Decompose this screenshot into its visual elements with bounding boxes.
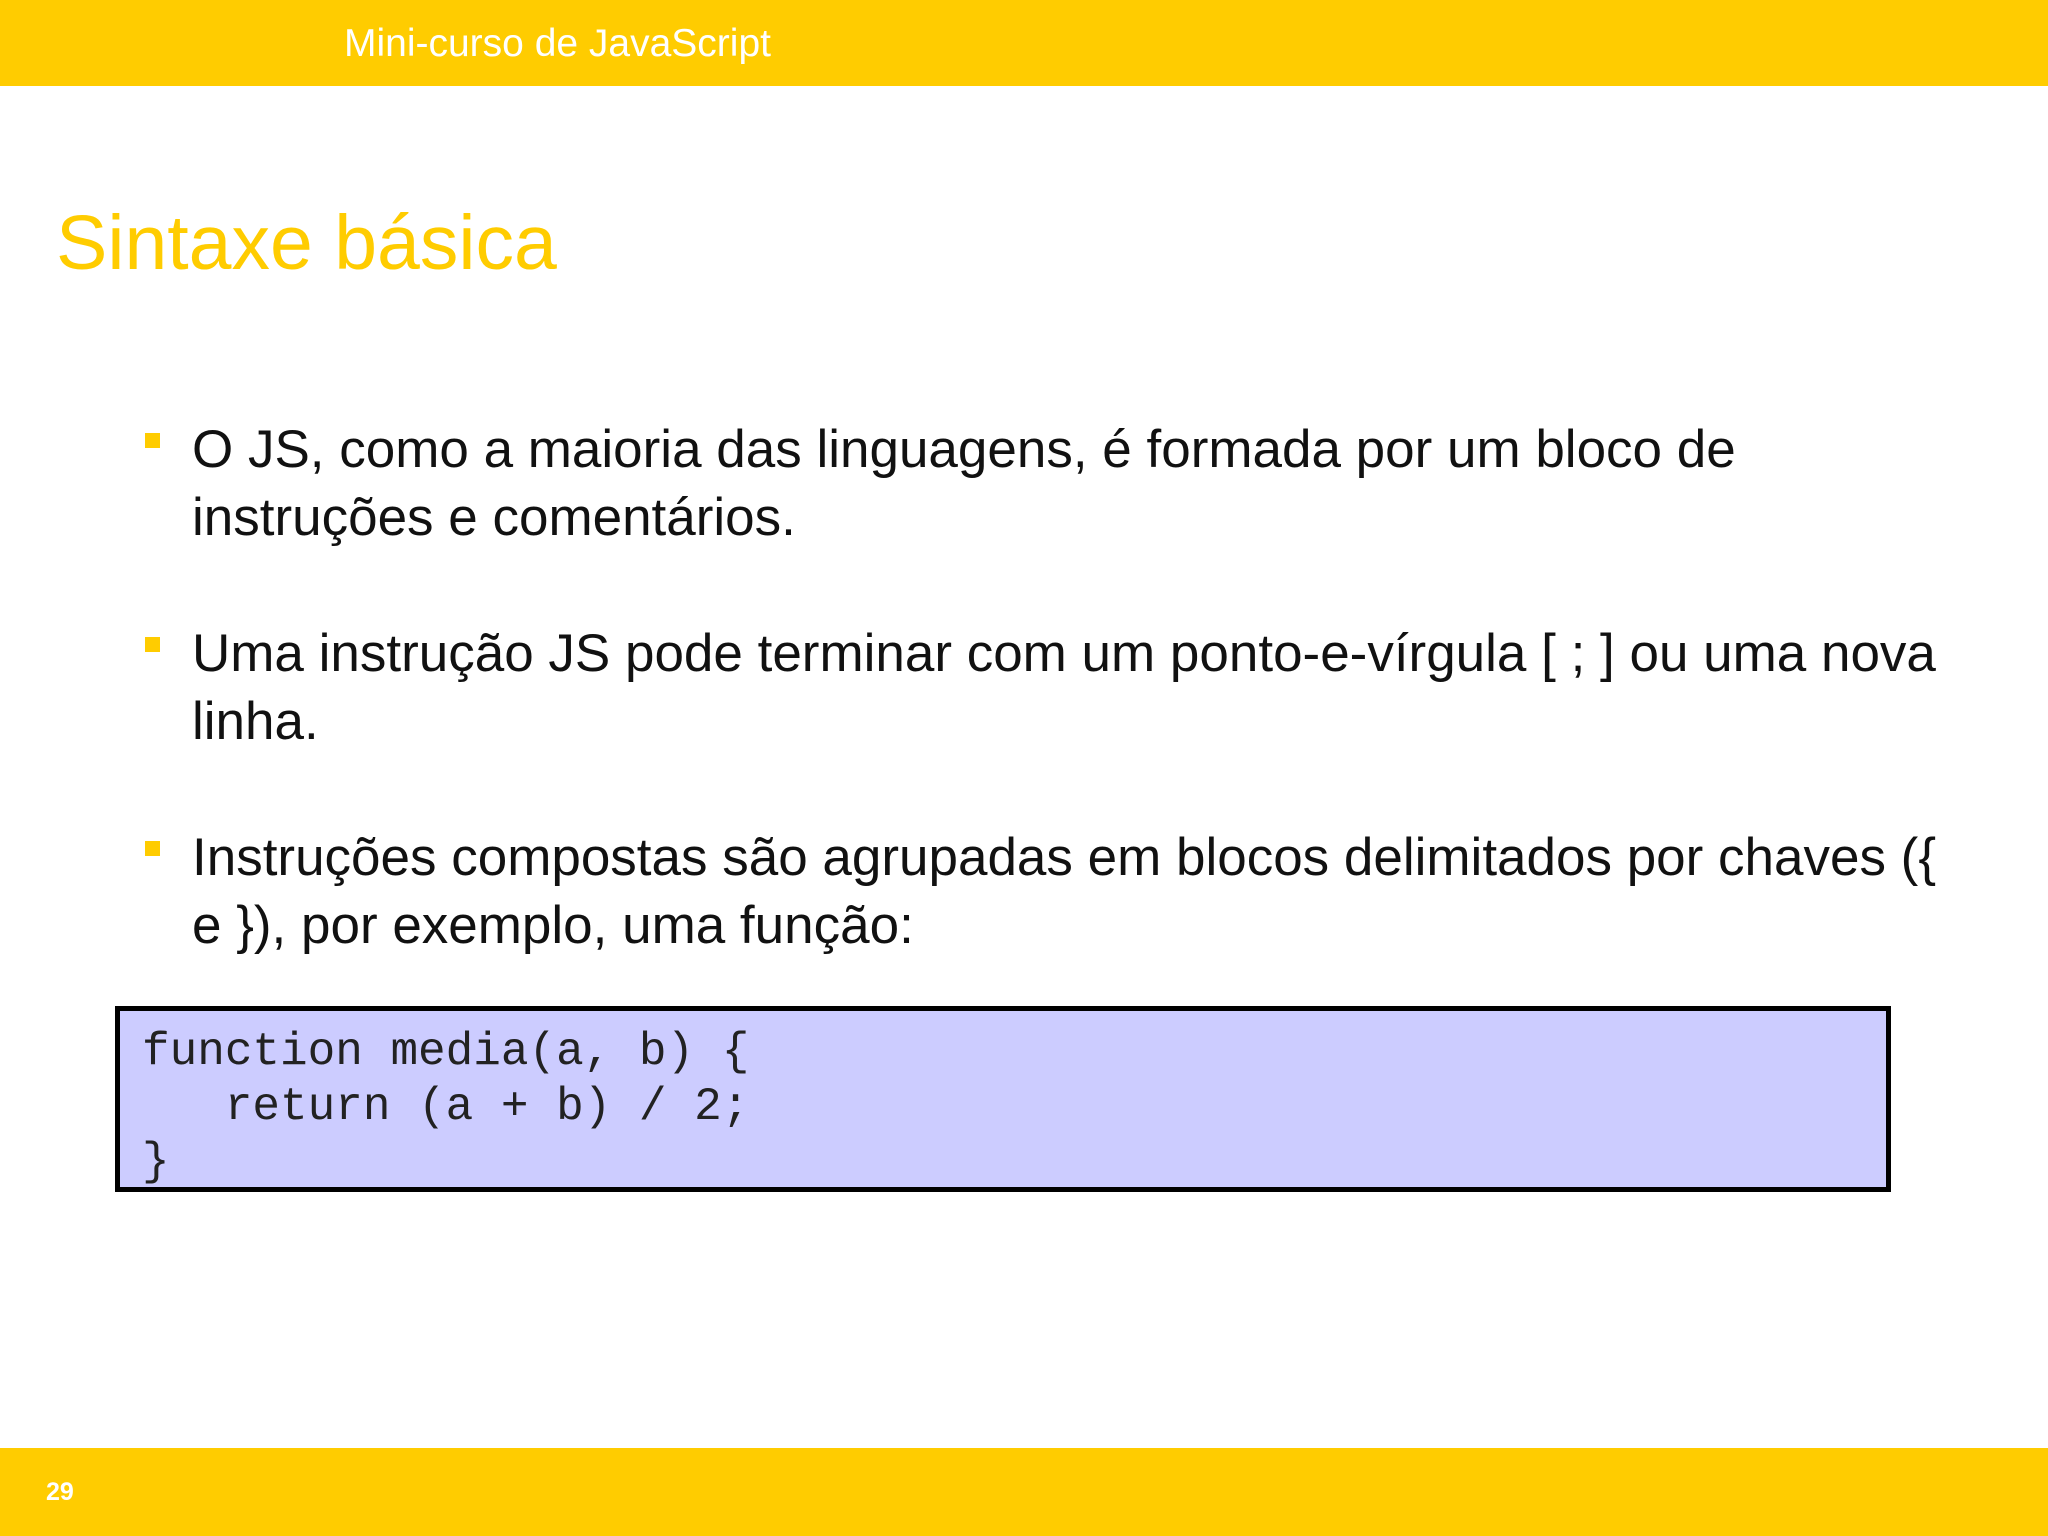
bullet-text: O JS, como a maioria das linguagens, é formada por um bloco de instruções e comentários. xyxy=(192,420,1736,547)
header-bar xyxy=(0,0,2048,86)
course-title: Mini-curso de JavaScript xyxy=(344,22,771,65)
bullet-item xyxy=(144,824,1964,960)
code-line: } xyxy=(142,1136,170,1188)
code-line: return (a + b) / 2; xyxy=(142,1081,750,1133)
square-bullet-icon xyxy=(145,841,160,856)
page-number: 29 xyxy=(46,1478,74,1506)
bullet-text: Uma instrução JS pode terminar com um ponto-e-vírgula [ ; ] ou uma nova linha. xyxy=(192,624,1936,751)
code-example-box xyxy=(115,1006,1891,1192)
bullet-item xyxy=(144,620,1964,756)
footer-bar xyxy=(0,1448,2048,1536)
square-bullet-icon xyxy=(145,433,160,448)
bullet-list xyxy=(144,416,1964,1028)
bullet-item xyxy=(144,416,1964,552)
code-line: function media(a, b) { xyxy=(142,1026,750,1078)
bullet-text: Instruções compostas são agrupadas em blocos delimitados por chaves ({ e }), por exemplo, uma função: xyxy=(192,828,1937,955)
square-bullet-icon xyxy=(145,637,160,652)
slide-title: Sintaxe básica xyxy=(56,200,557,286)
